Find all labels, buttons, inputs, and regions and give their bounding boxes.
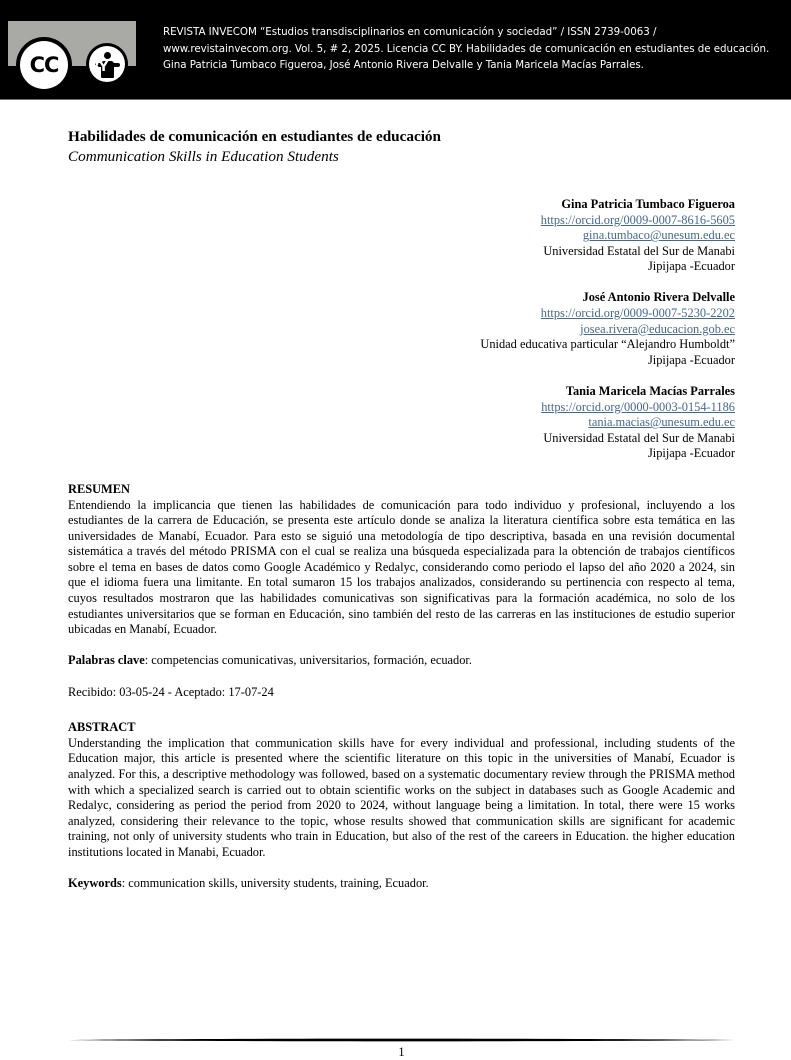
author-email-link[interactable]: tania.macias@unesum.edu.ec [588, 415, 735, 430]
abstract-body: Understanding the implication that communication skills have for every individual and professional, including students of the Education major, this article is presented where the scientific literature on this topic in the universities of Manabí, Ecuador is analyzed. For this, a descriptive methodology was followed, based on a systematic documentary review through the PRISMA method with which a specialized search is carried out to obtain scientific works on the subject in databases such as Google Academic and Redalyc, considering as period the period from 2020 to 2024, without language being a limitation. In total, there were 15 works analyzed, considering their relevance to the topic, whose results showed that communication skills are significant for academic training, not only of university students who train in Education, but also of the rest of the careers in Education. the higher education institutions located in Manabi, Ecuador. [68, 735, 735, 859]
page-number: 1 [398, 1045, 405, 1059]
received-accepted-dates: Recibido: 03-05-24 - Aceptado: 17-07-24 [68, 684, 274, 699]
resumen-body: Entendiendo la implicancia que tienen las habilidades de comunicación para todo individuo y profesional, incluyendo a los estudiantes de la carrera de Educación, se presenta este artículo donde se analiza la literatura científica sobre esta temática en las universidades de Manabí, Ecuador. Para esto se siguió una metodología de tipo descriptiva, basada en una revisión documental sistemática a través del método PRISMA con el cual se realiza una búsqueda especializada para la obtención de trabajos científicos sobre el tema en bases de datos como Google Académico y Redalyc, considerando como periodo el lapso del año 2020 a 2024, sin que el idioma fuera una limitante. En total sumaron 15 los trabajos analizados, considerando su pertinencia con respecto al tema, cuyos resultados mostraron que las habilidades comunicativas son significativas para la formación académica, no solo de los estudiantes universitarios que se forman en Educación, sino también del resto de las carreras en las instituciones de estudio superior ubicadas en Manabí, Ecuador. [68, 497, 735, 637]
abstract-section [68, 720, 735, 892]
cc-icon-label: CC [29, 52, 59, 77]
resumen-heading: RESUMEN [68, 481, 130, 496]
resumen-keywords [68, 653, 735, 669]
page-title-english: Communication Skills in Education Students [68, 148, 339, 165]
author-location: Jipijapa -Ecuador [647, 446, 735, 461]
content-column [68, 100, 735, 892]
author-location: Jipijapa -Ecuador [647, 352, 735, 367]
author-entry [68, 290, 735, 368]
resumen-keywords-value: : competencias comunicativas, universitarios, formación, ecuador. [144, 653, 472, 668]
author-email-link[interactable]: josea.rivera@educacion.gob.ec [580, 321, 735, 336]
author-location: Jipijapa -Ecuador [647, 259, 735, 274]
author-name: Tania Maricela Macías Parrales [565, 383, 735, 398]
author-name: Gina Patricia Tumbaco Figueroa [561, 197, 735, 211]
resumen-section [68, 482, 735, 700]
author-institution: Universidad Estatal del Sur de Manabi [543, 243, 735, 258]
abstract-heading: ABSTRACT [68, 720, 136, 735]
page-title-spanish: Habilidades de comunicación en estudiantes de educación [68, 128, 441, 145]
cc-icon [16, 37, 72, 93]
title-block [68, 127, 735, 167]
author-name: José Antonio Rivera Delvalle [582, 290, 735, 305]
author-list [68, 197, 735, 462]
author-orcid-link[interactable]: https://orcid.org/0009-0007-8616-5605 [540, 212, 735, 227]
journal-citation-line: REVISTA INVECOM “Estudios transdisciplinarios en comunicación y sociedad” / ISSN 2739-0063 / www.revistainvecom.org. Vol. 5, # 2, 2025. Licencia CC BY. Habilidades de comunicación en estudiantes de educación. Gina Patricia Tumbaco Figueroa, José Antonio Rivera Delvalle y Tania Maricela Macías Parrales. [163, 26, 770, 71]
author-entry [68, 197, 735, 275]
author-institution: Unidad educativa particular “Alejandro Humboldt” [480, 337, 735, 352]
journal-header-bar [0, 0, 791, 100]
abstract-keywords-value: : communication skills, university students, training, Ecuador. [121, 876, 429, 891]
page-footer [68, 1038, 735, 1060]
footer-divider-rule [68, 1038, 735, 1042]
by-license-label: BY [89, 60, 109, 75]
abstract-keywords-label: Keywords [68, 876, 122, 891]
author-orcid-link[interactable]: https://orcid.org/0009-0007-5230-2202 [540, 306, 735, 321]
author-institution: Universidad Estatal del Sur de Manabi [543, 430, 735, 445]
author-entry [68, 384, 735, 462]
resumen-keywords-label: Palabras clave [68, 653, 145, 668]
author-email-link[interactable]: gina.tumbaco@unesum.edu.ec [582, 228, 735, 243]
abstract-keywords [68, 876, 735, 892]
author-orcid-link[interactable]: https://orcid.org/0000-0003-0154-1186 [541, 399, 735, 414]
